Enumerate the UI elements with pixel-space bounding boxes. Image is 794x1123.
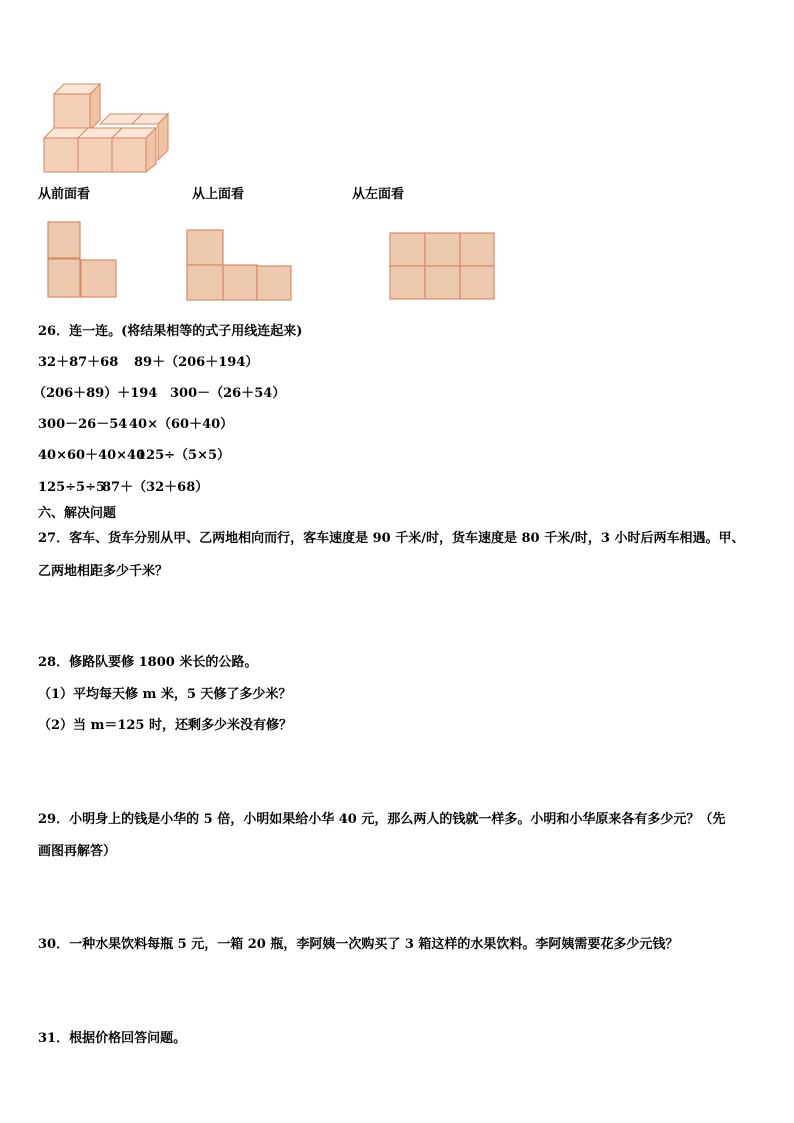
top-view-label: 从上面看 bbox=[192, 187, 245, 202]
q27-line2: 乙两地相距多少千米？ bbox=[38, 564, 169, 579]
top-view-shape bbox=[185, 228, 295, 304]
q26-title: 26．连一连。(将结果相等的式子用线连起来) bbox=[38, 324, 303, 339]
q26-right-2: 300－（26＋54） bbox=[170, 386, 286, 401]
q28-sub2: （2）当 m＝125 时，还剩多少米没有修？ bbox=[38, 718, 292, 733]
q26-left-3: 300－26－54 bbox=[38, 417, 128, 432]
cube-front-row bbox=[44, 128, 156, 172]
q26-right-1: 89＋（206＋194） bbox=[134, 355, 259, 370]
q26-left-4: 40×60＋40×40 bbox=[38, 448, 146, 463]
q29-line2: 画图再解答） bbox=[38, 844, 117, 859]
front-view-shape bbox=[46, 220, 120, 300]
q26-left-5: 125÷5÷5 bbox=[38, 480, 106, 495]
q26-left-2: （206＋89）＋194 bbox=[33, 386, 158, 401]
q26-left-1: 32＋87＋68 bbox=[38, 355, 119, 370]
q27-line1: 27．客车、货车分别从甲、乙两地相向而行，客车速度是 90 千米/时，货车速度是 80 千米/时，3 小时后两车相遇。甲、 bbox=[38, 531, 745, 546]
q30-line1: 30．一种水果饮料每瓶 5 元，一箱 20 瓶，李阿姨一次购买了 3 箱这样的水果饮料。李阿姨需要花多少元钱？ bbox=[38, 937, 679, 952]
q28-line1: 28．修路队要修 1800 米长的公路。 bbox=[38, 655, 258, 670]
section-six-heading: 六、解决问题 bbox=[38, 506, 117, 521]
q26-right-3: 40×（60＋40） bbox=[129, 417, 234, 432]
q28-sub1: （1）平均每天修 m 米，5 天修了多少米？ bbox=[38, 687, 292, 702]
q26-right-4: 125÷（5×5） bbox=[137, 448, 231, 463]
cube-stack-figure bbox=[40, 80, 172, 176]
cube-upper bbox=[54, 84, 100, 130]
left-view-label: 从左面看 bbox=[352, 187, 405, 202]
q31-line1: 31．根据价格回答问题。 bbox=[38, 1031, 187, 1046]
left-view-shape bbox=[388, 231, 498, 303]
q26-right-5: 87＋（32＋68） bbox=[102, 480, 209, 495]
q29-line1: 29．小明身上的钱是小华的 5 倍，小明如果给小华 40 元，那么两人的钱就一样多。小明和小华原来各有多少元？（先 bbox=[38, 812, 726, 827]
front-view-label: 从前面看 bbox=[38, 187, 91, 202]
